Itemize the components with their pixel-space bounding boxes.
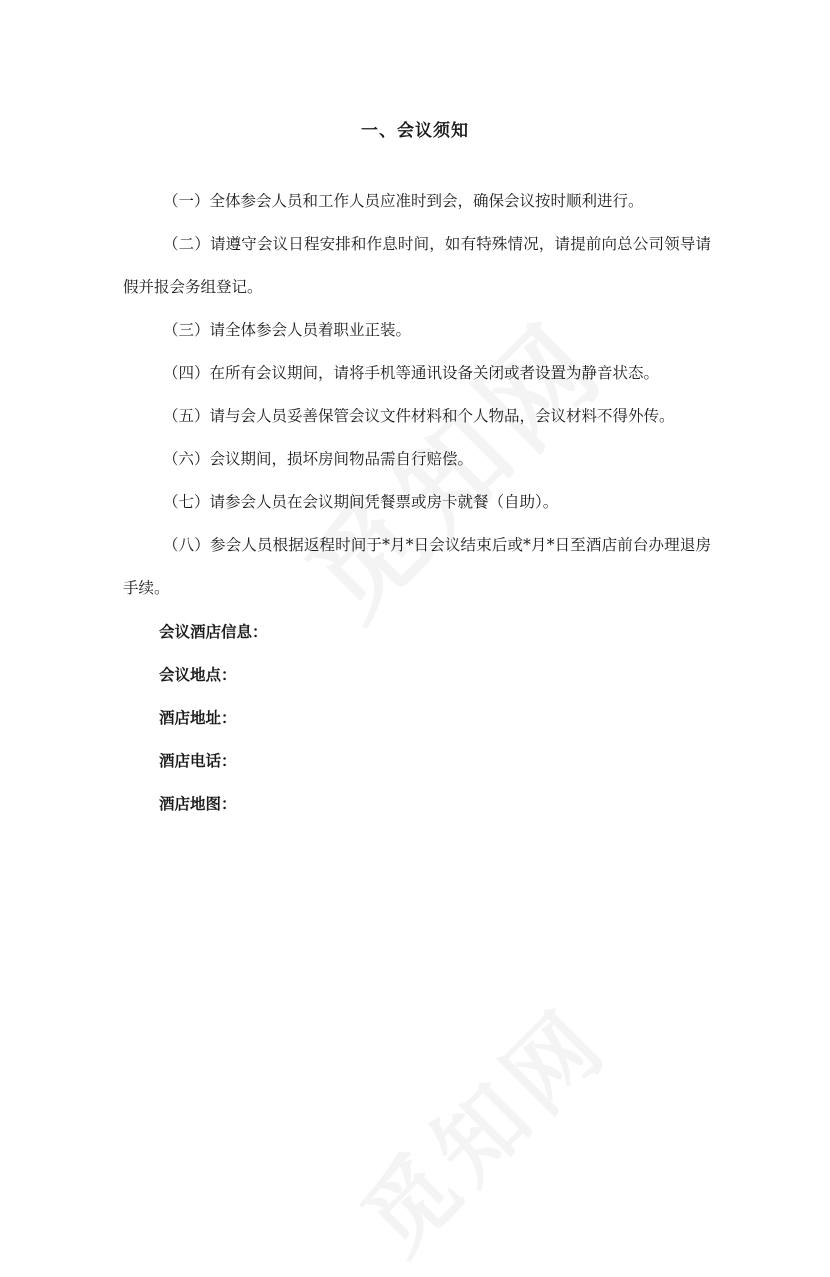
notice-item-3: （三）请全体参会人员着职业正装。 xyxy=(163,321,412,339)
notice-item-8: （八）参会人员根据返程时间于*月*日会议结束后或*月*日至酒店前台办理退房手续。 xyxy=(123,536,711,597)
watermark-logo xyxy=(328,973,632,1277)
notice-item-2: （二）请遵守会议日程安排和作息时间，如有特殊情况，请提前向总公司领导请假并报会务组登记。 xyxy=(123,235,711,296)
hotel-phone-label: 酒店电话： xyxy=(159,751,237,770)
notice-item-6: （六）会议期间，损坏房间物品需自行赔偿。 xyxy=(163,450,474,468)
page-title: 一、会议须知 xyxy=(361,121,469,141)
notice-item-4: （四）在所有会议期间，请将手机等通讯设备关闭或者设置为静音状态。 xyxy=(163,364,660,382)
notice-item-5: （五）请与会人员妥善保管会议文件材料和个人物品，会议材料不得外传。 xyxy=(163,407,675,425)
meeting-location-label: 会议地点： xyxy=(159,665,237,684)
hotel-map-label: 酒店地图： xyxy=(159,794,237,813)
hotel-info-heading: 会议酒店信息： xyxy=(159,622,268,641)
hotel-address-label: 酒店地址： xyxy=(159,708,237,727)
document-body xyxy=(123,180,711,825)
notice-item-7: （七）请参会人员在会议期间凭餐票或房卡就餐（自助）。 xyxy=(163,493,559,511)
notice-item-1: （一）全体参会人员和工作人员应准时到会，确保会议按时顺利进行。 xyxy=(163,192,644,210)
